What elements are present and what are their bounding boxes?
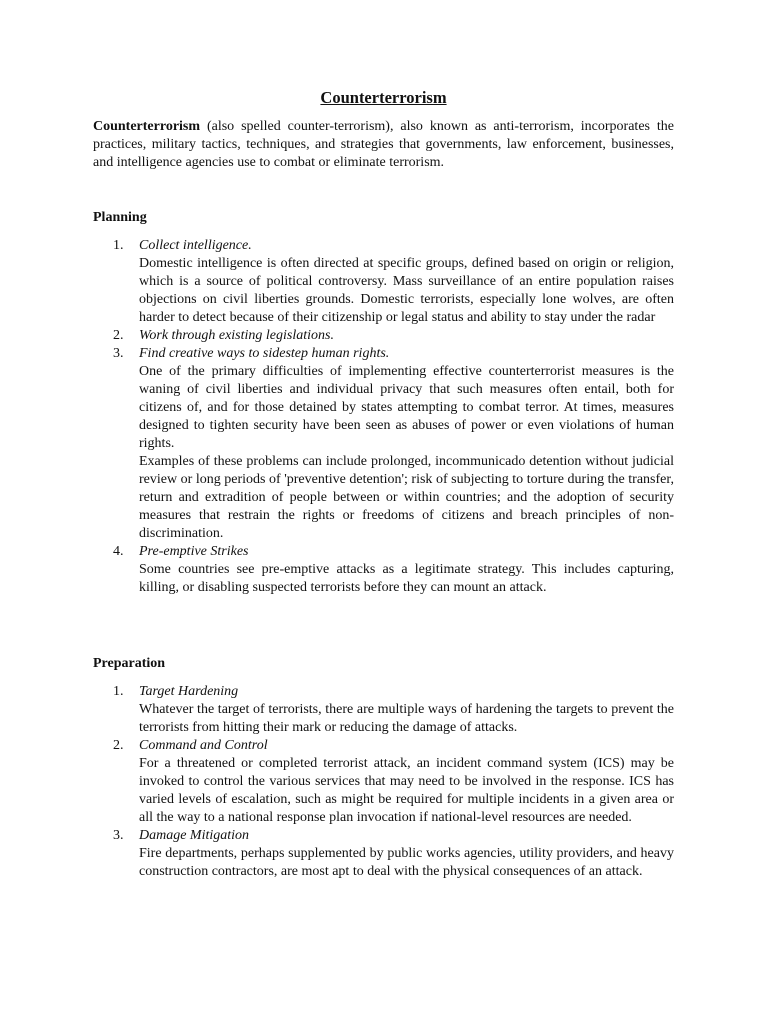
item-paragraph: One of the primary difficulties of implementing effective counterterrorist measures is the waning of civil liberties and individual privacy that such measures often entail, both for citizens of, and for those detained by states attempting to combat terror. At times, measures designed to tighten security have been seen as abuses of power or even violations of human rights. <box>139 364 674 451</box>
list-item <box>93 543 674 597</box>
preparation-list <box>93 683 674 881</box>
list-item <box>93 737 674 827</box>
item-number: 3. <box>113 346 124 361</box>
list-item <box>93 827 674 881</box>
planning-list <box>93 237 674 597</box>
item-title: Pre-emptive Strikes <box>139 544 249 559</box>
item-title: Find creative ways to sidestep human rights. <box>139 346 390 361</box>
item-paragraph: Whatever the target of terrorists, there are multiple ways of hardening the targets to prevent the terrorists from hitting their mark or reducing the damage of attacks. <box>139 702 674 735</box>
item-paragraph: For a threatened or completed terrorist attack, an incident command system (ICS) may be invoked to control the various services that may need to be involved in the response. ICS has varied levels of escalation, such as might be required for multiple incidents in a given area or all the way to a national response plan invocation if national-level resources are needed. <box>139 756 674 825</box>
item-number: 2. <box>113 328 124 343</box>
item-number: 1. <box>113 238 124 253</box>
item-number: 1. <box>113 684 124 699</box>
list-item <box>93 327 674 345</box>
section-heading-planning: Planning <box>93 210 147 225</box>
intro-paragraph <box>93 118 674 172</box>
section-heading-preparation: Preparation <box>93 656 166 671</box>
item-paragraph: Fire departments, perhaps supplemented by public works agencies, utility providers, and heavy construction contractors, are most apt to deal with the physical consequences of an attack. <box>139 846 674 879</box>
item-title: Command and Control <box>139 738 268 753</box>
item-title: Damage Mitigation <box>139 828 250 843</box>
page-title: Counterterrorism <box>320 88 447 107</box>
item-title: Work through existing legislations. <box>139 328 334 343</box>
intro-term: Counterterrorism <box>93 119 201 134</box>
item-paragraph: Some countries see pre-emptive attacks as a legitimate strategy. This includes capturing, killing, or disabling suspected terrorists before they can mount an attack. <box>139 562 674 595</box>
item-paragraph: Domestic intelligence is often directed at specific groups, defined based on origin or religion, which is a source of political controversy. Mass surveillance of an entire population raises objections on civil liberties grounds. Domestic terrorists, especially lone wolves, are often harder to detect because of their citizenship or legal status and ability to stay under the radar <box>139 256 674 325</box>
item-number: 2. <box>113 738 124 753</box>
item-number: 4. <box>113 544 124 559</box>
item-title: Collect intelligence. <box>139 238 252 253</box>
list-item <box>93 345 674 543</box>
item-paragraph: Examples of these problems can include prolonged, incommunicado detention without judicial review or long periods of 'preventive detention'; risk of subjecting to torture during the transfer, return and extradition of people between or within countries; and the adoption of security measures that restrain the rights or freedoms of citizens and breach principles of non-discrimination. <box>139 454 674 541</box>
list-item <box>93 683 674 737</box>
intro-text: (also spelled counter-terrorism), also known as anti-terrorism, incorporates the practices, military tactics, techniques, and strategies that governments, law enforcement, businesses, and intelligence agencies use to combat or eliminate terrorism. <box>93 119 674 170</box>
item-number: 3. <box>113 828 124 843</box>
list-item <box>93 237 674 327</box>
item-title: Target Hardening <box>139 684 239 699</box>
